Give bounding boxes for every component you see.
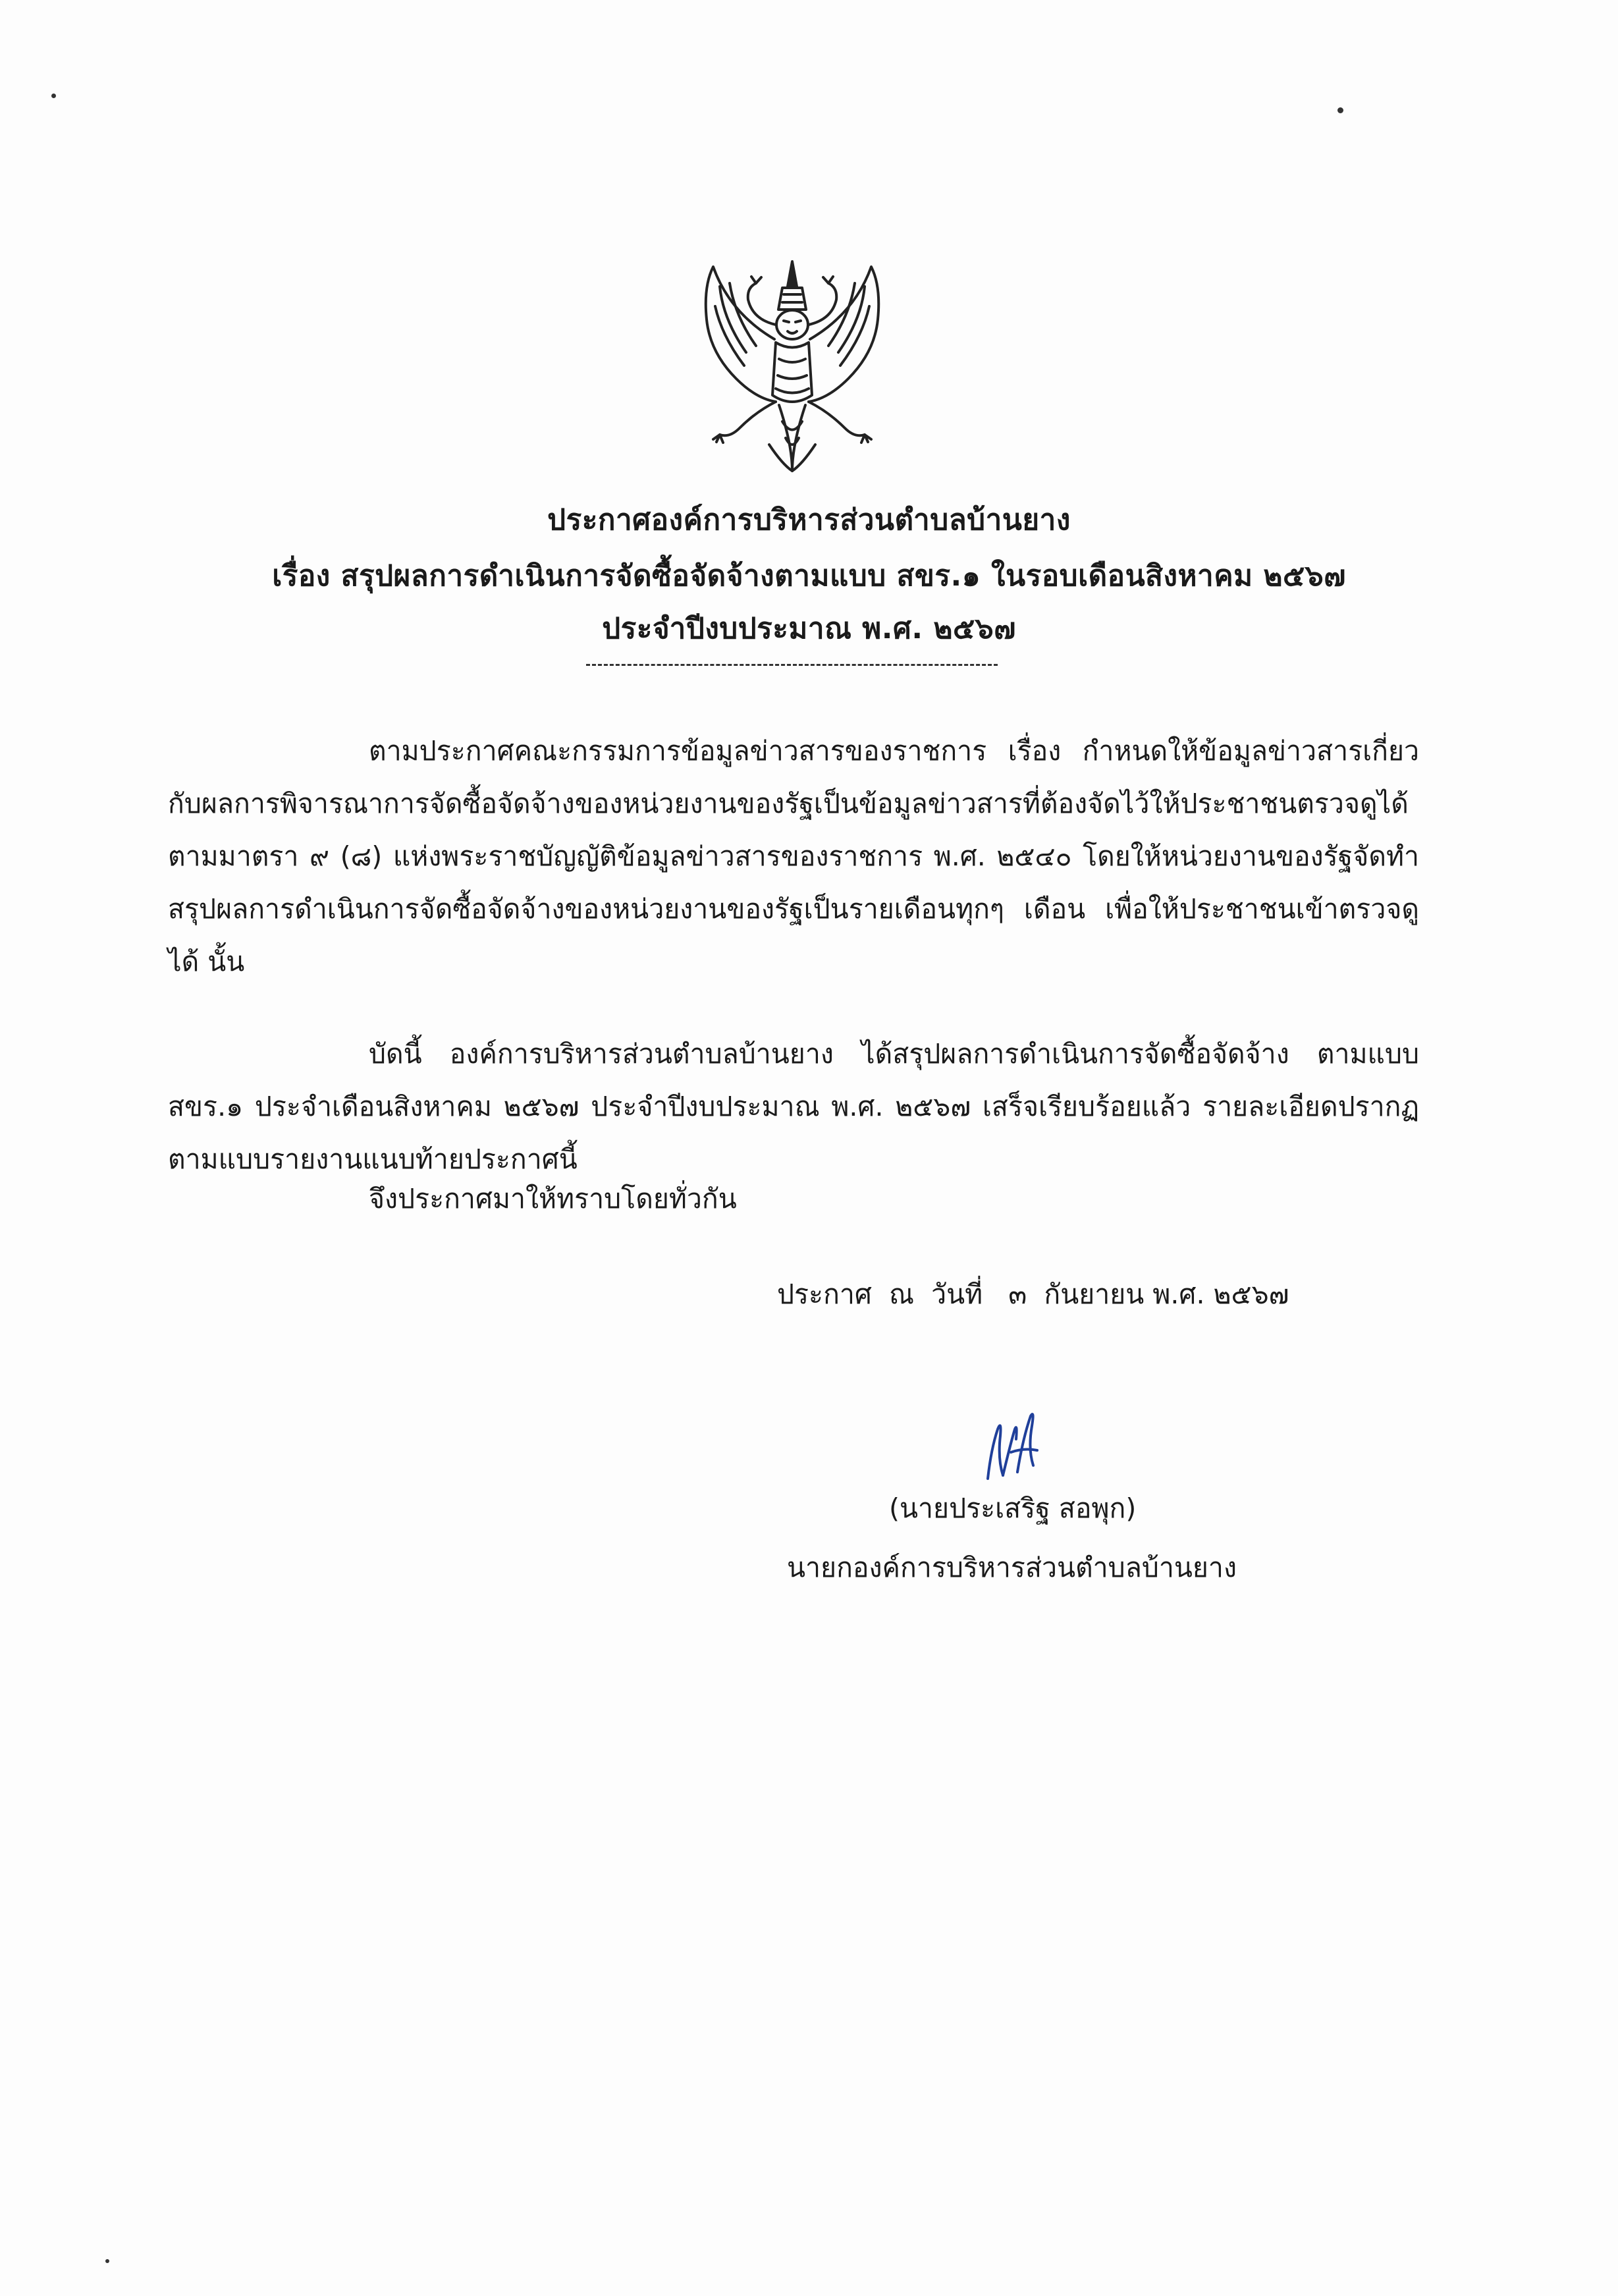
announcement-subject: เรื่อง สรุปผลการดำเนินการจัดซื้อจัดจ้างตามแบบ สขร.๑ ในรอบเดือนสิงหาคม ๒๕๖๗ [272,559,1346,593]
header-divider [586,664,998,666]
body-paragraph-3: จึงประกาศมาให้ทราบโดยทั่วกัน [369,1183,737,1215]
announcement-date: ประกาศ ณ วันที่ ๓ กันยายน พ.ศ. ๒๕๖๗ [777,1278,1289,1310]
fiscal-year-line: ประจำปีงบประมาณ พ.ศ. ๒๕๖๗ [602,612,1016,645]
body-paragraph-2: บัดนี้ องค์การบริหารส่วนตำบลบ้านยาง ได้สรุปผลการดำเนินการจัดซื้อจัดจ้าง ตามแบบ สขร.๑ ประจำเดือนสิงหาคม ๒๕๖๗ ประจำปีงบประมาณ พ.ศ. ๒๕๖๗ เสร็จเรียบร้อยแล้ว รายละเอียดปรากฏตามแบบรายงานแนบท้ายประกาศนี้ [168,1038,1419,1175]
scan-speck [105,2259,109,2263]
announcement-title: ประกาศองค์การบริหารส่วนตำบลบ้านยาง [547,503,1071,537]
signatory-name: (นายประเสริฐ สอพุก) [889,1492,1137,1524]
scan-speck [1337,107,1343,113]
body-paragraph-1: ตามประกาศคณะกรรมการข้อมูลข่าวสารของราชการ เรื่อง กำหนดให้ข้อมูลข่าวสารเกี่ยวกับผลการพิจารณาการจัดซื้อจัดจ้างของหน่วยงานของรัฐเป็นข้อมูลข่าวสารที่ต้องจัดไว้ให้ประชาชนตรวจดูได้ ตามมาตรา ๙ (๘) แห่งพระราชบัญญัติข้อมูลข่าวสารของราชการ พ.ศ. ๒๕๔๐ โดยให้หน่วยงานของรัฐจัดทำสรุปผลการดำเนินการจัดซื้อจัดจ้างของหน่วยงานของรัฐเป็นรายเดือนทุกๆ เดือน เพื่อให้ประชาชนเข้าตรวจดูได้ นั้น [168,735,1419,977]
handwritten-signature [971,1403,1050,1489]
signatory-title: นายกองค์การบริหารส่วนตำบลบ้านยาง [787,1552,1237,1583]
garuda-emblem [684,247,901,484]
scan-speck [51,94,56,98]
